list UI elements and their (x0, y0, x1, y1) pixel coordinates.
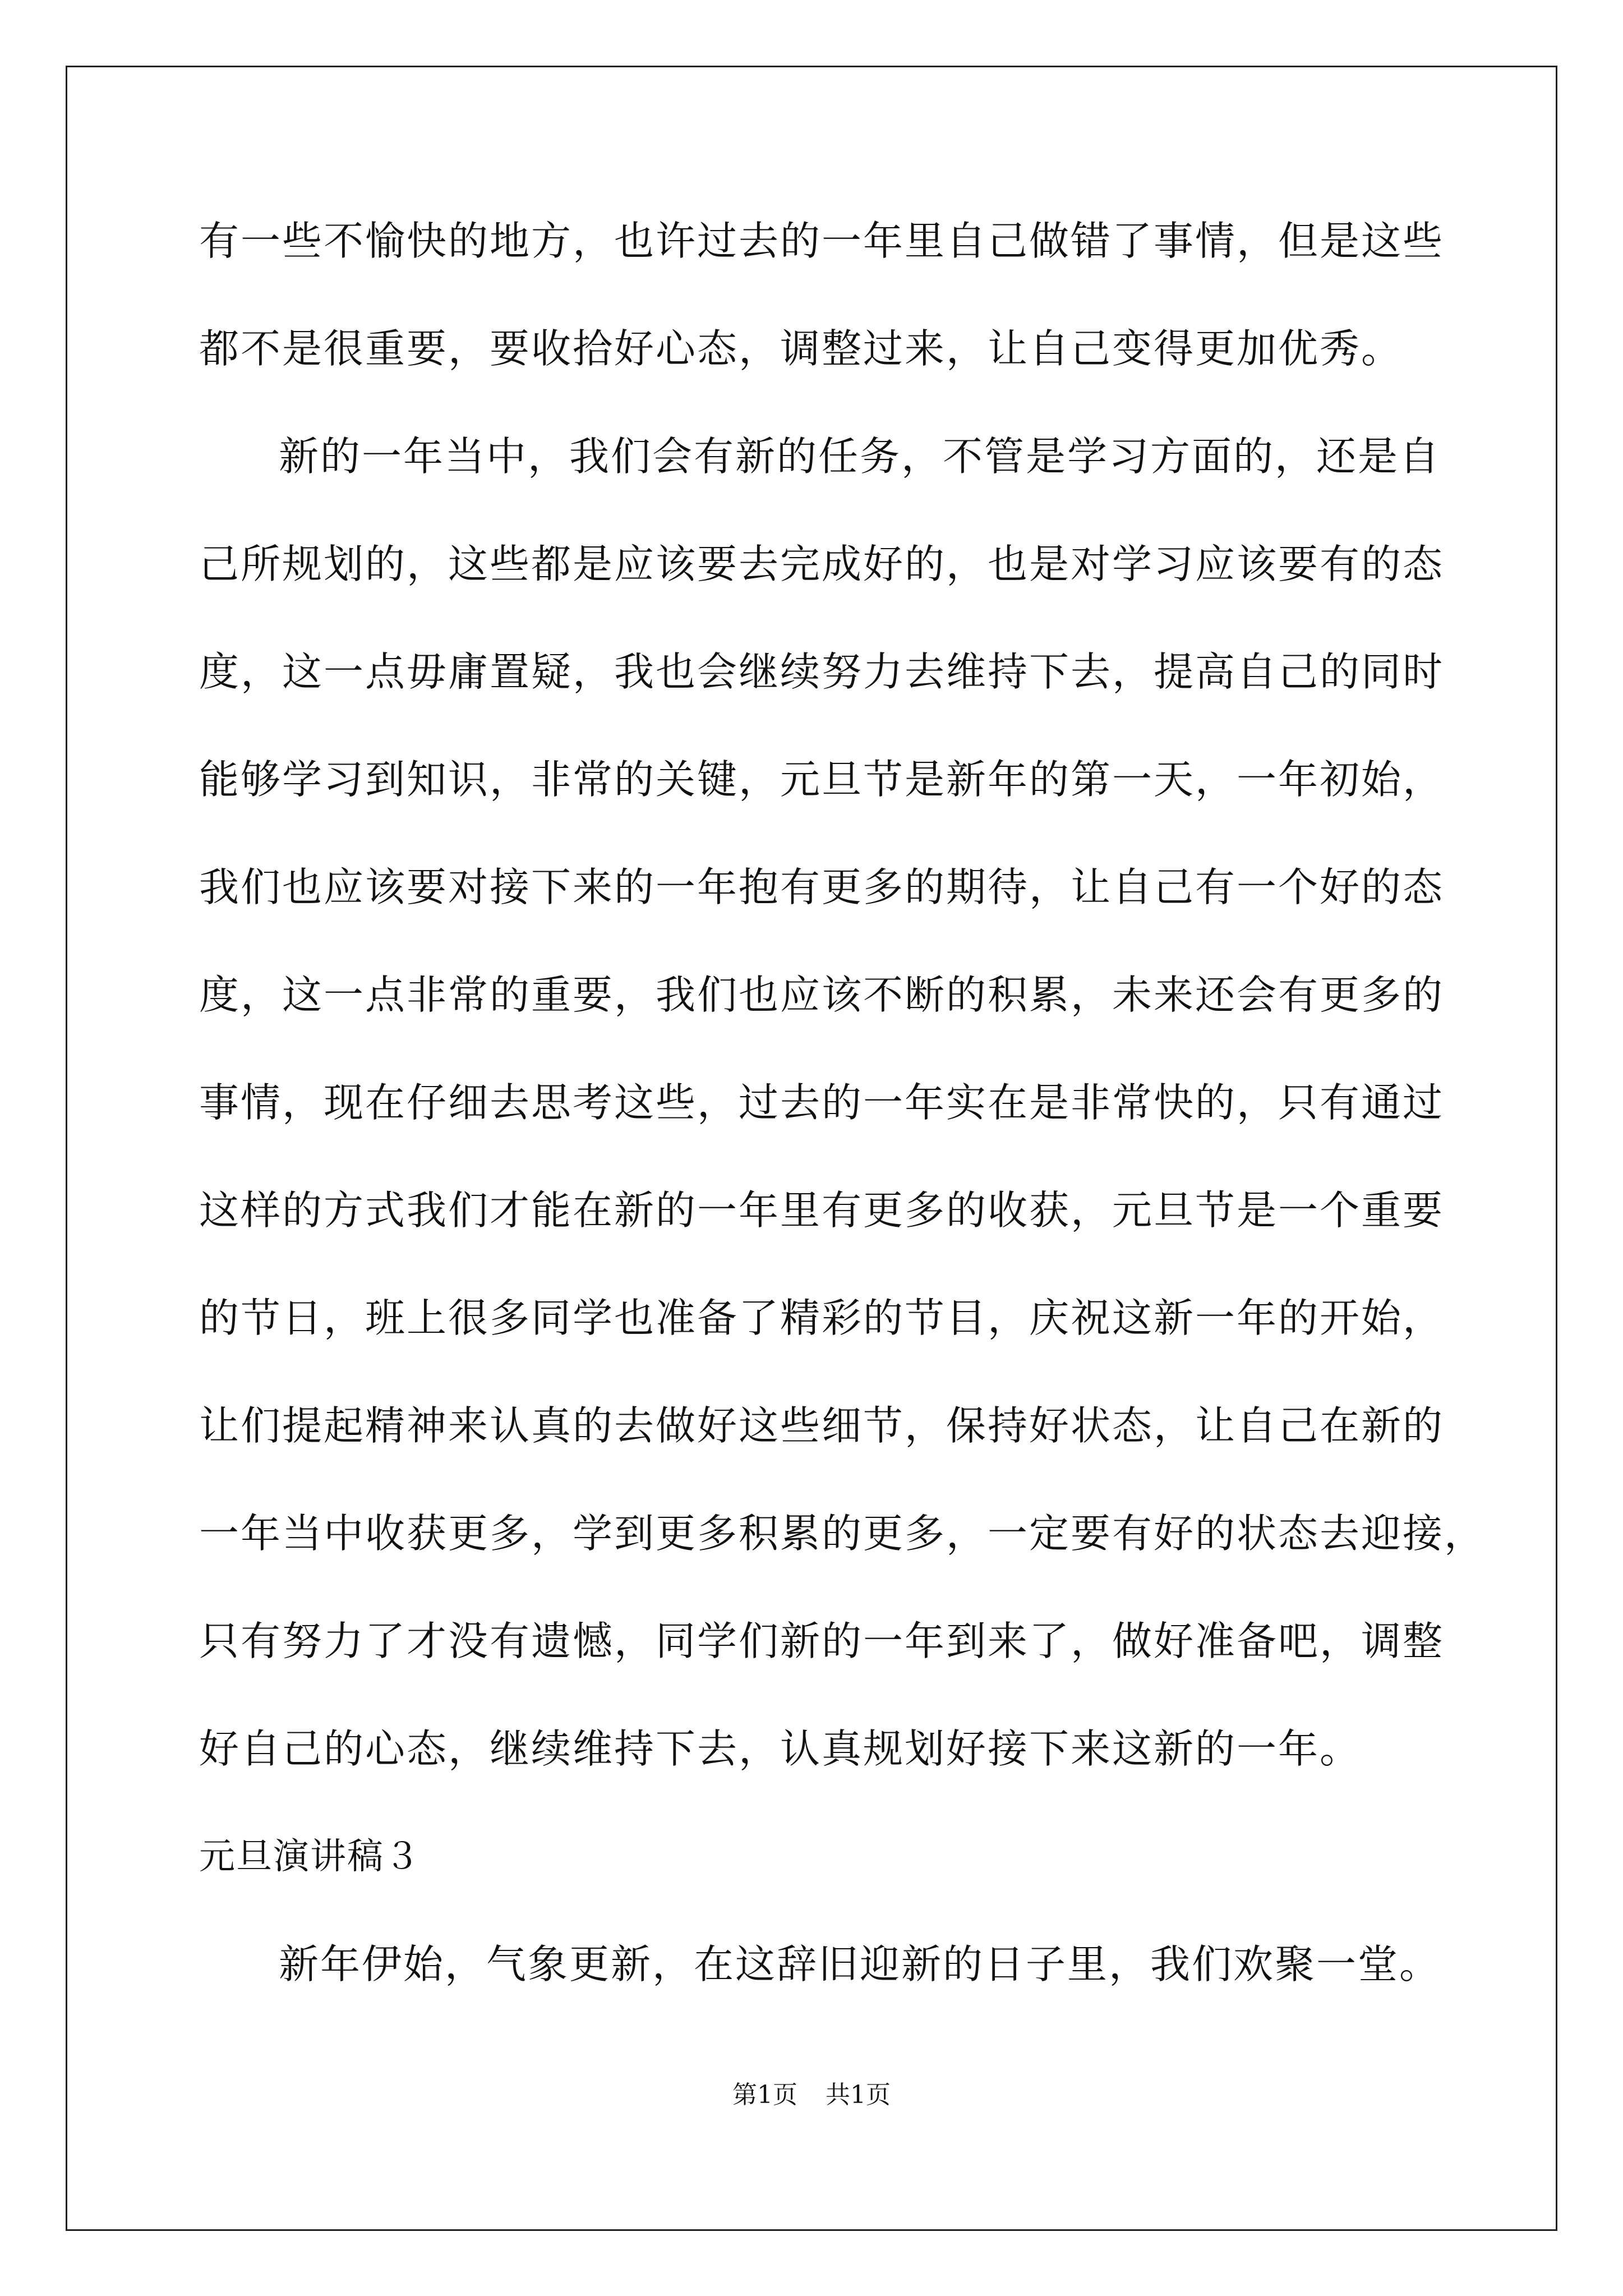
text-line: 己所规划的，这些都是应该要去完成好的，也是对学习应该要有的态 (199, 541, 1445, 587)
text-line: 度，这一点毋庸置疑，我也会继续努力去维持下去，提高自己的同时 (199, 648, 1445, 695)
text-line: 度，这一点非常的重要，我们也应该不断的积累，未来还会有更多的 (199, 972, 1445, 1018)
text-line: 一年当中收获更多，学到更多积累的更多，一定要有好的状态去迎接， (199, 1510, 1486, 1557)
paragraph-start-line: 新的一年当中，我们会有新的任务，不管是学习方面的，还是自 (279, 433, 1441, 480)
text-line: 能够学习到知识，非常的关键，元旦节是新年的第一天，一年初始， (199, 756, 1445, 803)
document-body (199, 213, 1486, 2044)
section-heading: 元旦演讲稿３ (199, 1836, 421, 1878)
text-line: 好自己的心态，继续维持下去，认真规划好接下来这新的一年。 (199, 1726, 1362, 1772)
text-line: 都不是很重要，要收拾好心态，调整过来，让自己变得更加优秀。 (199, 325, 1403, 372)
text-line: 只有努力了才没有遗憾，同学们新的一年到来了，做好准备吧，调整 (199, 1618, 1445, 1664)
text-line: 有一些不愉快的地方，也许过去的一年里自己做错了事情，但是这些 (199, 218, 1445, 264)
text-line: 让们提起精神来认真的去做好这些细节，保持好状态，让自己在新的 (199, 1402, 1445, 1449)
page-footer (0, 2078, 1623, 2112)
page-number-current: 第1页 (732, 2081, 797, 2109)
text-line: 的节日，班上很多同学也准备了精彩的节目，庆祝这新一年的开始， (199, 1295, 1445, 1341)
text-line: 这样的方式我们才能在新的一年里有更多的收获，元旦节是一个重要 (199, 1187, 1445, 1234)
page-number-total: 共1页 (826, 2081, 891, 2109)
text-line: 我们也应该要对接下来的一年抱有更多的期待，让自己有一个好的态 (199, 864, 1445, 910)
paragraph-start-line: 新年伊始，气象更新，在这辞旧迎新的日子里，我们欢聚一堂。 (279, 1941, 1441, 1987)
text-line: 事情，现在仔细去思考这些，过去的一年实在是非常快的，只有通过 (199, 1079, 1445, 1126)
